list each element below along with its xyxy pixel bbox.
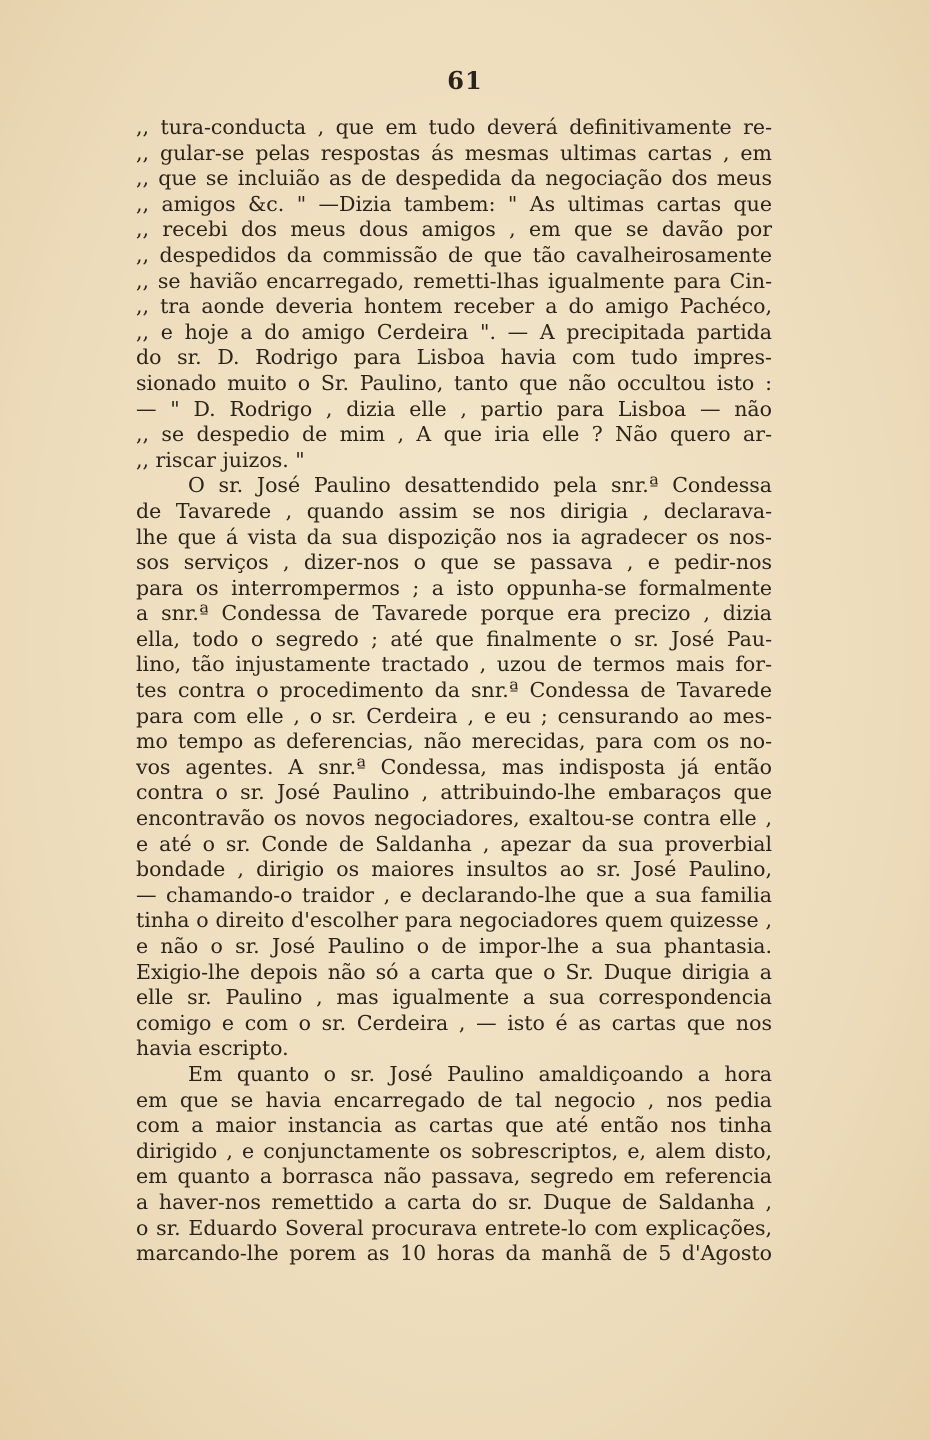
text-line: tes contra o procedimento da snr.ª Condessa de Tavarede (136, 678, 772, 703)
text-line: encontravão os novos negociadores, exaltou-se contra elle , (136, 806, 772, 831)
text-line: e não o sr. José Paulino o de impor-lhe a sua phantasia. (136, 934, 772, 958)
text-line: de Tavarede , quando assim se nos dirigia , declarava- (136, 498, 772, 523)
body-text (136, 115, 772, 1267)
text-line: ,, gular-se pelas respostas ás mesmas ultimas cartas , em (136, 140, 772, 165)
text-line: do sr. D. Rodrigo para Lisboa havia com tudo impres- (136, 345, 772, 370)
text-line: dirigido , e conjunctamente os sobrescriptos, e, alem disto, (136, 1138, 772, 1163)
text-line: havia escripto. (136, 1036, 289, 1061)
text-line: Em quanto o sr. José Paulino amaldiçoando a hora (188, 1061, 772, 1086)
text-line: ,, tra aonde deveria hontem receber a do amigo Pachéco, (136, 294, 772, 319)
text-line: e até o sr. Conde de Saldanha , apezar da sua proverbial (136, 831, 772, 856)
text-line: contra o sr. José Paulino , attribuindo-lhe embaraços que (136, 780, 772, 805)
text-line: ,, recebi dos meus dous amigos , em que se davão por (136, 217, 772, 242)
text-line: ,, que se incluião as de despedida da negociação dos meus (136, 166, 772, 191)
text-line: ella, todo o segredo ; até que finalmente o sr. José Pau- (136, 626, 772, 651)
text-line: elle sr. Paulino , mas igualmente a sua correspondencia (136, 985, 772, 1010)
text-line: ,, tura-conducta , que em tudo deverá definitivamente re- (136, 115, 772, 139)
page-number: 61 (447, 66, 483, 95)
text-line: ,, e hoje a do amigo Cerdeira ". — A precipitada partida (136, 319, 772, 344)
text-line: lhe que á vista da sua dispozição nos ia agradecer os nos- (136, 524, 772, 549)
text-line: ,, riscar juizos. " (136, 447, 305, 472)
text-line: ,, se havião encarregado, remetti-lhas igualmente para Cin- (136, 268, 772, 293)
text-line: a haver-nos remettido a carta do sr. Duque de Saldanha , (136, 1189, 772, 1214)
text-line: a snr.ª Condessa de Tavarede porque era precizo , dizia (136, 601, 772, 626)
text-line: mo tempo as deferencias, não merecidas, para com os no- (136, 729, 772, 754)
text-line: com a maior instancia as cartas que até então nos tinha (136, 1113, 772, 1138)
text-line: marcando-lhe porem as 10 horas da manhã de 5 d'Agosto (136, 1241, 772, 1266)
text-line: sionado muito o Sr. Paulino, tanto que não occultou isto : (136, 370, 772, 395)
text-line: — chamando-o traidor , e declarando-lhe que a sua familia (136, 882, 772, 907)
text-line: — " D. Rodrigo , dizia elle , partio para Lisboa — não (136, 396, 772, 421)
text-line: ,, despedidos da commissão de que tão cavalheirosamente (136, 242, 772, 267)
text-line: tinha o direito d'escolher para negociadores quem quizesse , (136, 908, 772, 933)
text-line: O sr. José Paulino desattendido pela snr.ª Condessa (188, 473, 772, 498)
text-line: ,, se despedio de mim , A que iria elle ? Não quero ar- (136, 422, 772, 447)
text-line: sos serviços , dizer-nos o que se passava , e pedir-nos (136, 550, 772, 575)
text-line: bondade , dirigio os maiores insultos ao sr. José Paulino, (136, 857, 772, 882)
text-line: vos agentes. A snr.ª Condessa, mas indisposta já então (136, 754, 772, 779)
text-line: para com elle , o sr. Cerdeira , e eu ; censurando ao mes- (136, 703, 772, 728)
text-line: lino, tão injustamente tractado , uzou de termos mais for- (136, 652, 772, 677)
text-line: o sr. Eduardo Soveral procurava entrete-lo com explicações, (136, 1215, 772, 1240)
text-line: Exigio-lhe depois não só a carta que o Sr. Duque dirigia a (136, 959, 772, 984)
text-line: em quanto a borrasca não passava, segredo em referencia (136, 1164, 772, 1189)
text-line: em que se havia encarregado de tal negocio , nos pedia (136, 1087, 772, 1112)
text-line: comigo e com o sr. Cerdeira , — isto é as cartas que nos (136, 1010, 772, 1035)
text-line: para os interrompermos ; a isto oppunha-se formalmente (136, 575, 772, 600)
text-line: ,, amigos &c. " —Dizia tambem: " As ultimas cartas que (136, 191, 772, 216)
